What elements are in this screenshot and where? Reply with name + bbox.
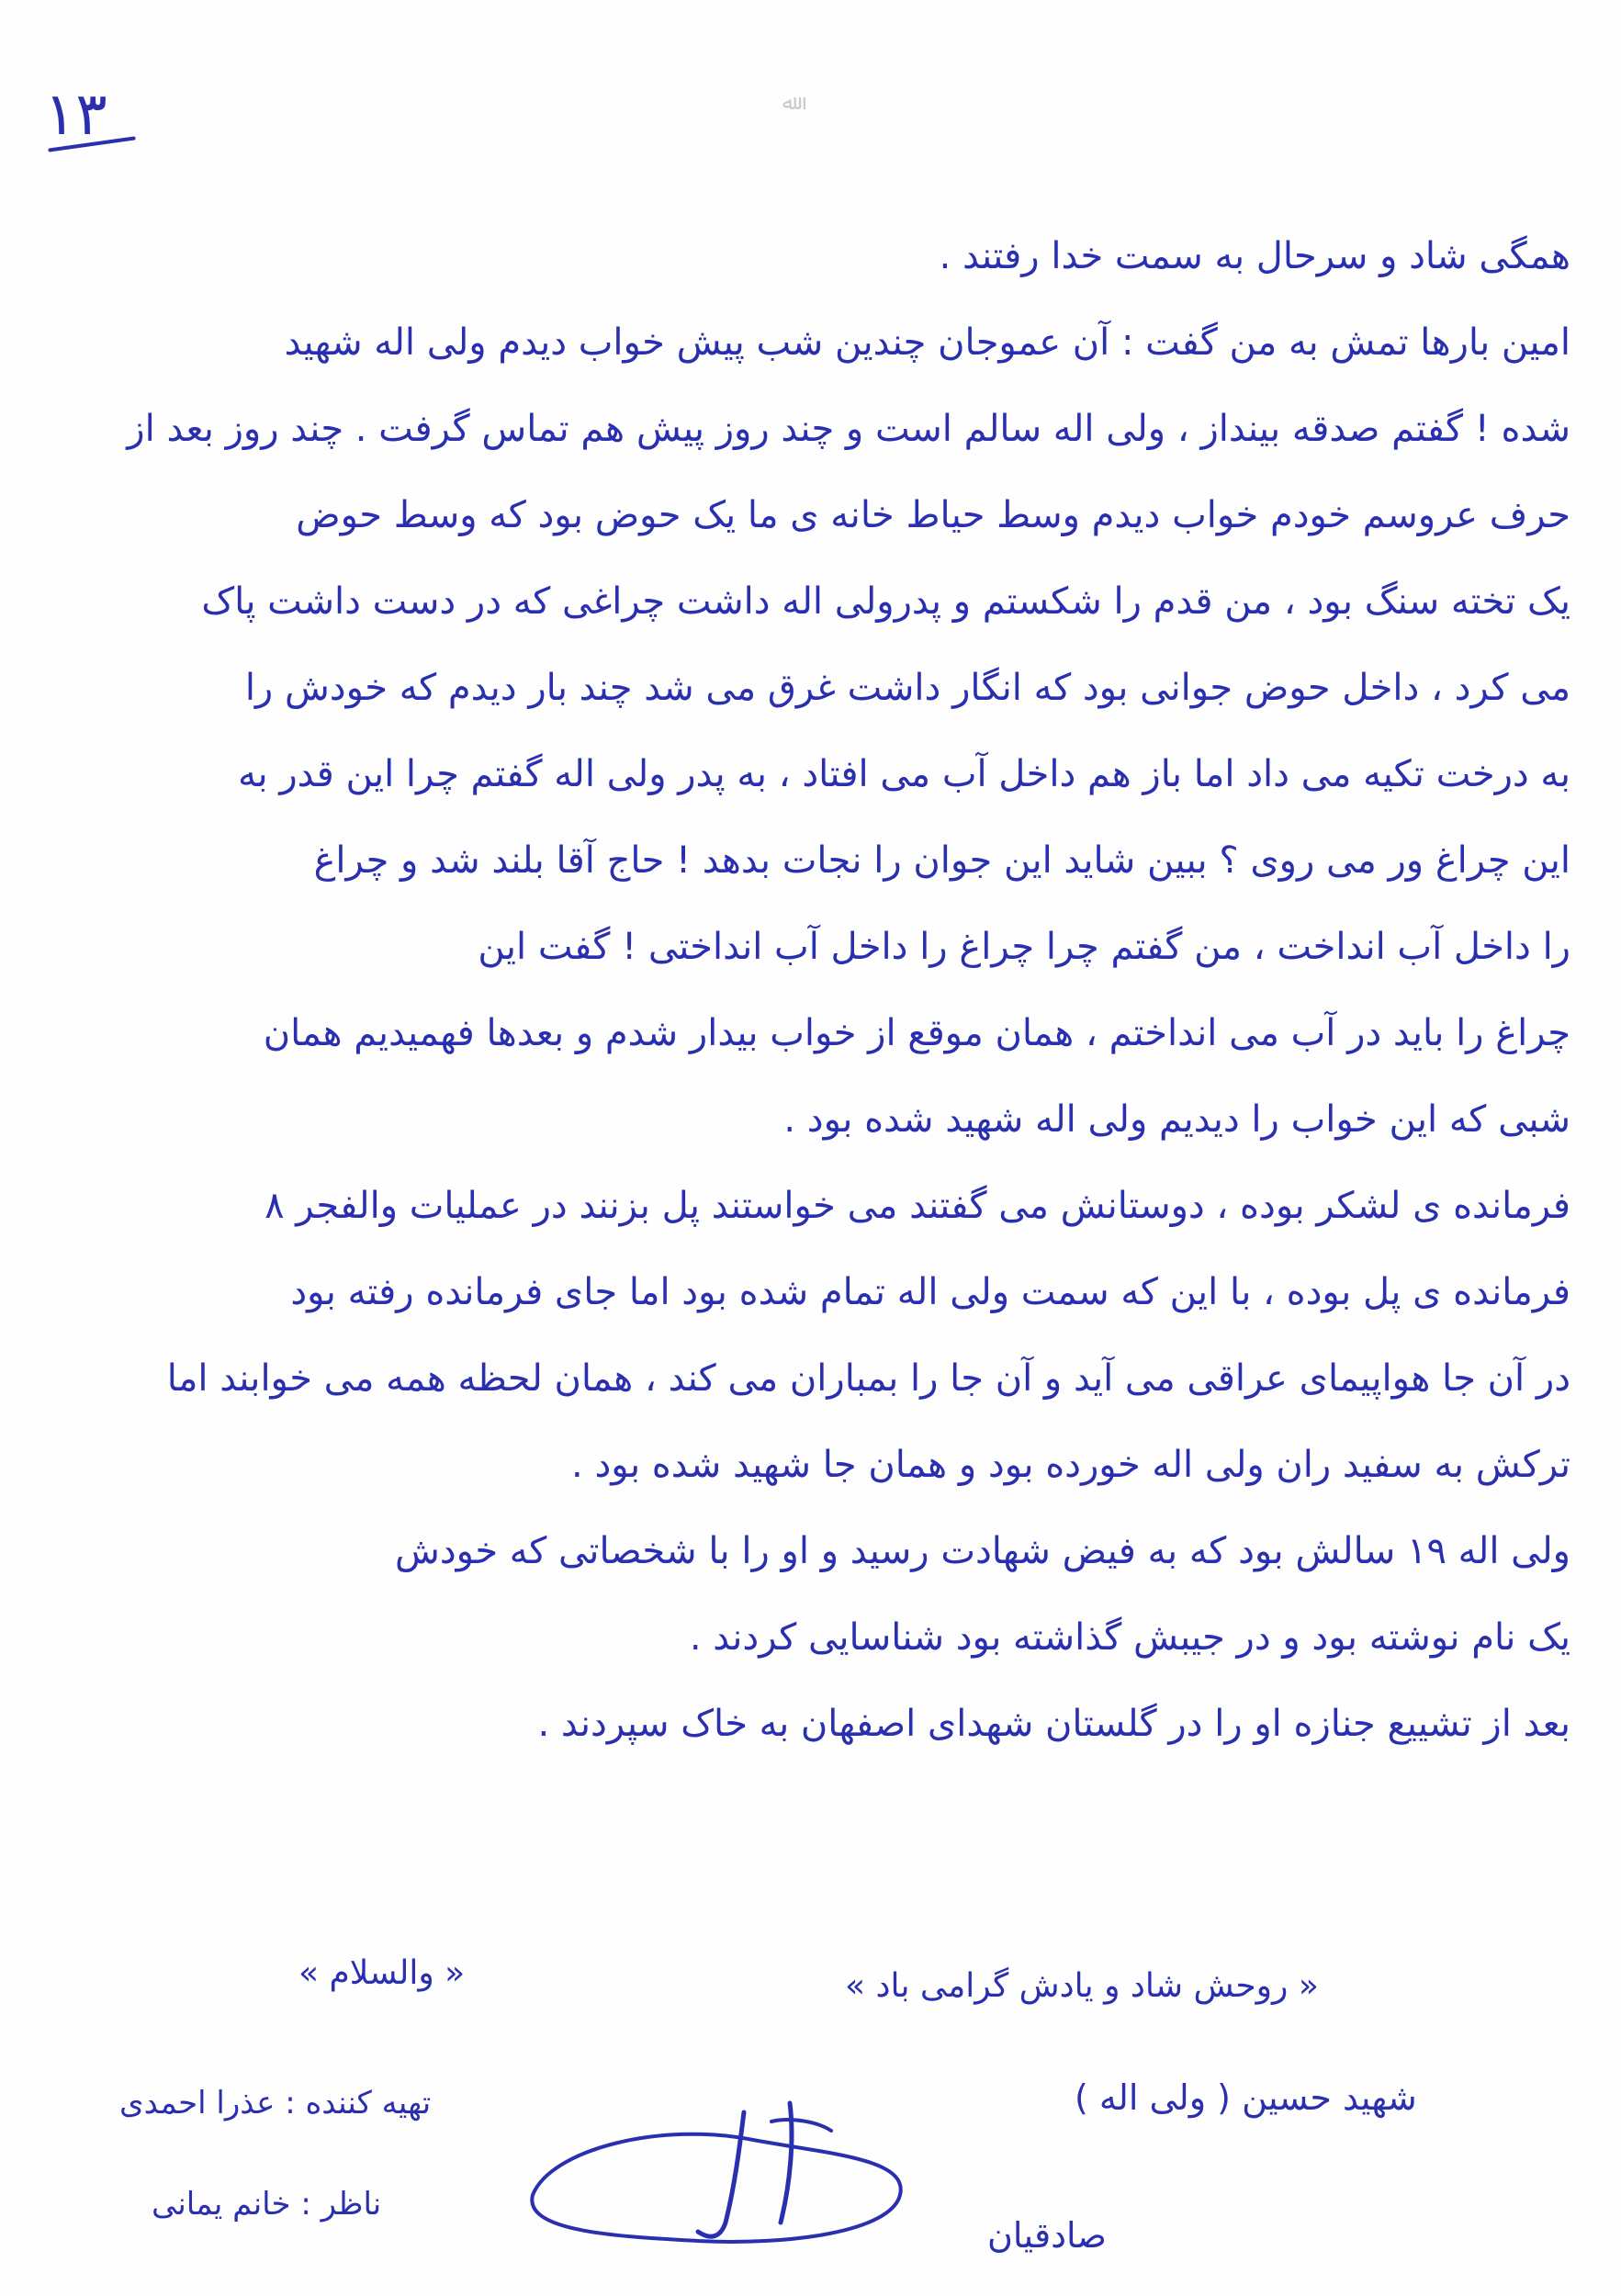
body-line: چراغ را باید در آب می انداختم ، همان موقع از خواب بیدار شدم و بعدها فهمیدیم همان bbox=[263, 1012, 1570, 1054]
body-line: همگی شاد و سرحال به سمت خدا رفتند . bbox=[939, 235, 1570, 277]
faint-stamp-mark: ﷲ bbox=[782, 92, 794, 115]
body-line: شده ! گفتم صدقه بینداز ، ولی اله سالم است و چند روز پیش هم تماس گرفت . چند روز بعد از bbox=[127, 408, 1570, 450]
body-line: یک تخته سنگ بود ، من قدم را شکستم و پدرولی اله داشت چراغی که در دست داشت پاک bbox=[201, 580, 1570, 623]
prepared-by-credit: تهیه کننده : عذرا احمدی bbox=[119, 2085, 432, 2122]
body-line: بعد از تشییع جنازه او را در گلستان شهدای اصفهان به خاک سپردند . bbox=[537, 1703, 1570, 1745]
page-number: ۱۳ bbox=[44, 81, 107, 149]
handwritten-body bbox=[55, 213, 1570, 1767]
body-line: این چراغ ور می روی ؟ ببین شاید این جوان را نجات بدهد ! حاج آقا بلند شد و چراغ bbox=[313, 839, 1570, 882]
body-line: شبی که این خواب را دیدیم ولی اله شهید شده بود . bbox=[783, 1098, 1570, 1141]
closing-salam: « والسلام » bbox=[298, 1954, 466, 1992]
body-line: در آن جا هواپیمای عراقی می آید و آن جا را بمباران می کند ، همان لحظه همه می خوابند اما bbox=[166, 1357, 1570, 1400]
body-line: فرمانده ی پل بوده ، با این که سمت ولی اله تمام شده بود اما جای فرمانده رفته بود bbox=[290, 1271, 1570, 1313]
closing-row bbox=[0, 1954, 1621, 2009]
body-line: به درخت تکیه می داد اما باز هم داخل آب می افتاد ، به پدر ولی اله گفتم چرا این قدر به bbox=[238, 753, 1570, 795]
martyr-family-name: صادقیان bbox=[987, 2215, 1107, 2256]
supervisor-credit: ناظر : خانم یمانی bbox=[152, 2186, 382, 2223]
body-line: امین بارها تمش به من گفت : آن عموجان چندین شب پیش خواب دیدم ولی اله شهید bbox=[284, 321, 1570, 364]
body-line: می کرد ، داخل حوض جوانی بود که انگار داشت غرق می شد چند بار دیدم که خودش را bbox=[244, 667, 1570, 709]
body-line: را داخل آب انداخت ، من گفتم چرا چراغ را داخل آب انداختی ! گفت این bbox=[478, 926, 1570, 968]
body-line: فرمانده ی لشکر بوده ، دوستانش می گفتند می خواستند پل بزنند در عملیات والفجر ۸ bbox=[265, 1185, 1570, 1227]
martyr-name: شهید حسین ( ولی اله ) bbox=[1075, 2077, 1417, 2118]
body-line: ترکش به سفید ران ولی اله خورده بود و همان جا شهید شده بود . bbox=[571, 1444, 1570, 1486]
body-line: یک نام نوشته بود و در جیبش گذاشته بود شناسایی کردند . bbox=[689, 1616, 1570, 1659]
closing-blessing: « روحش شاد و یادش گرامی باد » bbox=[845, 1967, 1319, 2005]
body-line: ولی اله ۱۹ سالش بود که به فیض شهادت رسید و او را با شخصاتی که خودش bbox=[395, 1530, 1570, 1572]
signature-mark bbox=[514, 2085, 928, 2259]
body-line: حرف عروسم خودم خواب دیدم وسط حیاط خانه ی ما یک حوض بود که وسط حوض bbox=[296, 494, 1570, 536]
